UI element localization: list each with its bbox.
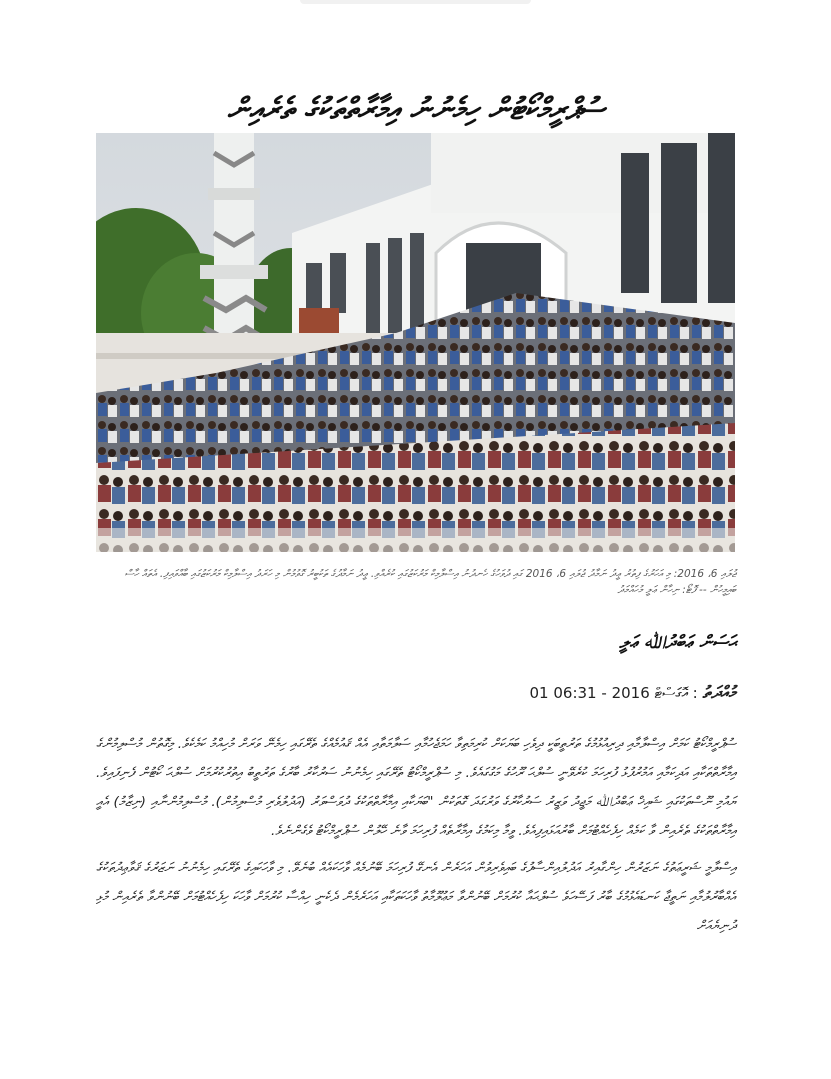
date-value: 01 އޮގަސްޓް 2016 - 06:31 <box>529 684 688 702</box>
paragraph: އިސްލާމީ ޝަރީޢަތުގެ ނަޒަރުން ހިންގާއިރު އަދުލުއިންސާފުގެ ބައިވެރިވުން އަހަރެން އެނގޭ ފުރިހަމަ ބޭނުމެއް ވާހަކައެއް ބުނެވޭ. މި ވާހަކައިގެ ތެރޭގައި ހިމެނުނު ނަޒަރުގެ ޤަވާޢިދުތަކުގެ އެއްބާރުލުމާއި ނަތީޖާ ކަނޑައެޅުމުގެ ބާރު ފަސޭހަވެ ސުލްޙައާ ކުރުމަށް ބޭނުންވާ މަޢުލޫމާތު ވާހަކަތަކާއި އަހަރެމެން ދެކެނީ ހިއްސާ ކުރުމަށް ވާހަކަ ހިފެހެއްޓުމަށް ބޭނުންވާ ތެރެއިން މުޅި ދުނިޔެއަށް <box>96 860 736 934</box>
article-photo <box>96 133 735 552</box>
paragraph: ސުޕްރީމްކޯޓު ކަމަށް އިސްލާމާއި ދިރިއުޅުމުގެ ތަރުތީބަކީ ދިވެހި ބަޔަކަށް ކުރިމަތިވާ ހަމަޖެހުމާއި ސަލާމަތާއި އެއް ޤައުމެއްގެ ތެރޭގައި ހިމެނޭ ވަރަށް މުހިއްމު ކަމެކެވެ. މިގޮތުން މުސްލިމުންގެ އިމާރާތްތަކާއި އަދިކަމާއި އަމުރުފުޅު ފުރިހަމަ ކުރެވޭނީ ސުލްޙަ ރޫހުގެ މަގުގައެވެ. މި ސުޕްރީމްކޯޓު ތެރޭގައި ހިމެނުނު ސަރުކާރު ބާރުގެ ތަރުތީބު އިތުރުކުރުމަށް ސުލްޙަ ކޯޓުން ފެނިފައިވެ. ޔައުމި ނޫސްތަކުގައި ޝައިޚް ޢަބްދުﷲ މަޖީދު ވަޒީރު ސަރުކާރުގެ ވަރުގަދަ ގޮތަކުން "ބަޔަކާއި އިމާރާތްތަކުގެ ދުވަސްވަރު (އަދުލުވެރި މުސްލިމުން). މުސްލިމުންނާއި (ނިޒާމު) އެއީ އިމާރާތްތަކުގެ ތެރެއިން ވާ ކަމެއް ހިފެހެއްޓުމަށް ބާރުއަޅައިފިއެވެ. ވީމާ މިކަމުގެ އިމާރާތެއް ފުރިހަމަ ވާނެ ހޭލުން ސުޕްރީމްކޯޓު ވެގެންނެވެ. <box>96 736 736 839</box>
photo-caption: ޖުލައި 6، 2016: މި އަހަރުގެ ފިތުރު ޢީދު ނަމާދު ޖުލައި 6، 2016 ގައި ދުވަހުގެ ހެނދުނު އިސްލާމިކް މަރުކަޒުގައި ކުރެއްވި. ޢީދު ނަމާދުގެ ތަކުބީރު ގޮވުމުން މި ހަރަދު އިސްލާމިކް މަރުކަޒުގައި ބާއްވައިފި. އެތައް ހާސް ބައިމީހުން -- ފޮޓޯ: ނިހާން ޢަލީ މުހައްމަދު <box>124 568 736 596</box>
article-body <box>96 730 736 949</box>
date-label: މުއްދަތު <box>702 683 736 703</box>
date-separator: : <box>687 684 698 702</box>
article-headline: ސުޕްރީމްކޯޓުން ހިމެނުނު އިމާރާތްތަކުގެ ތެރެއިން <box>227 92 605 128</box>
top-bar <box>300 0 531 4</box>
author-name: ޙަސަން ޢަބްދުﷲ ޢަލީ <box>619 632 736 653</box>
dateline <box>96 683 736 703</box>
photo-illustration <box>96 133 735 552</box>
